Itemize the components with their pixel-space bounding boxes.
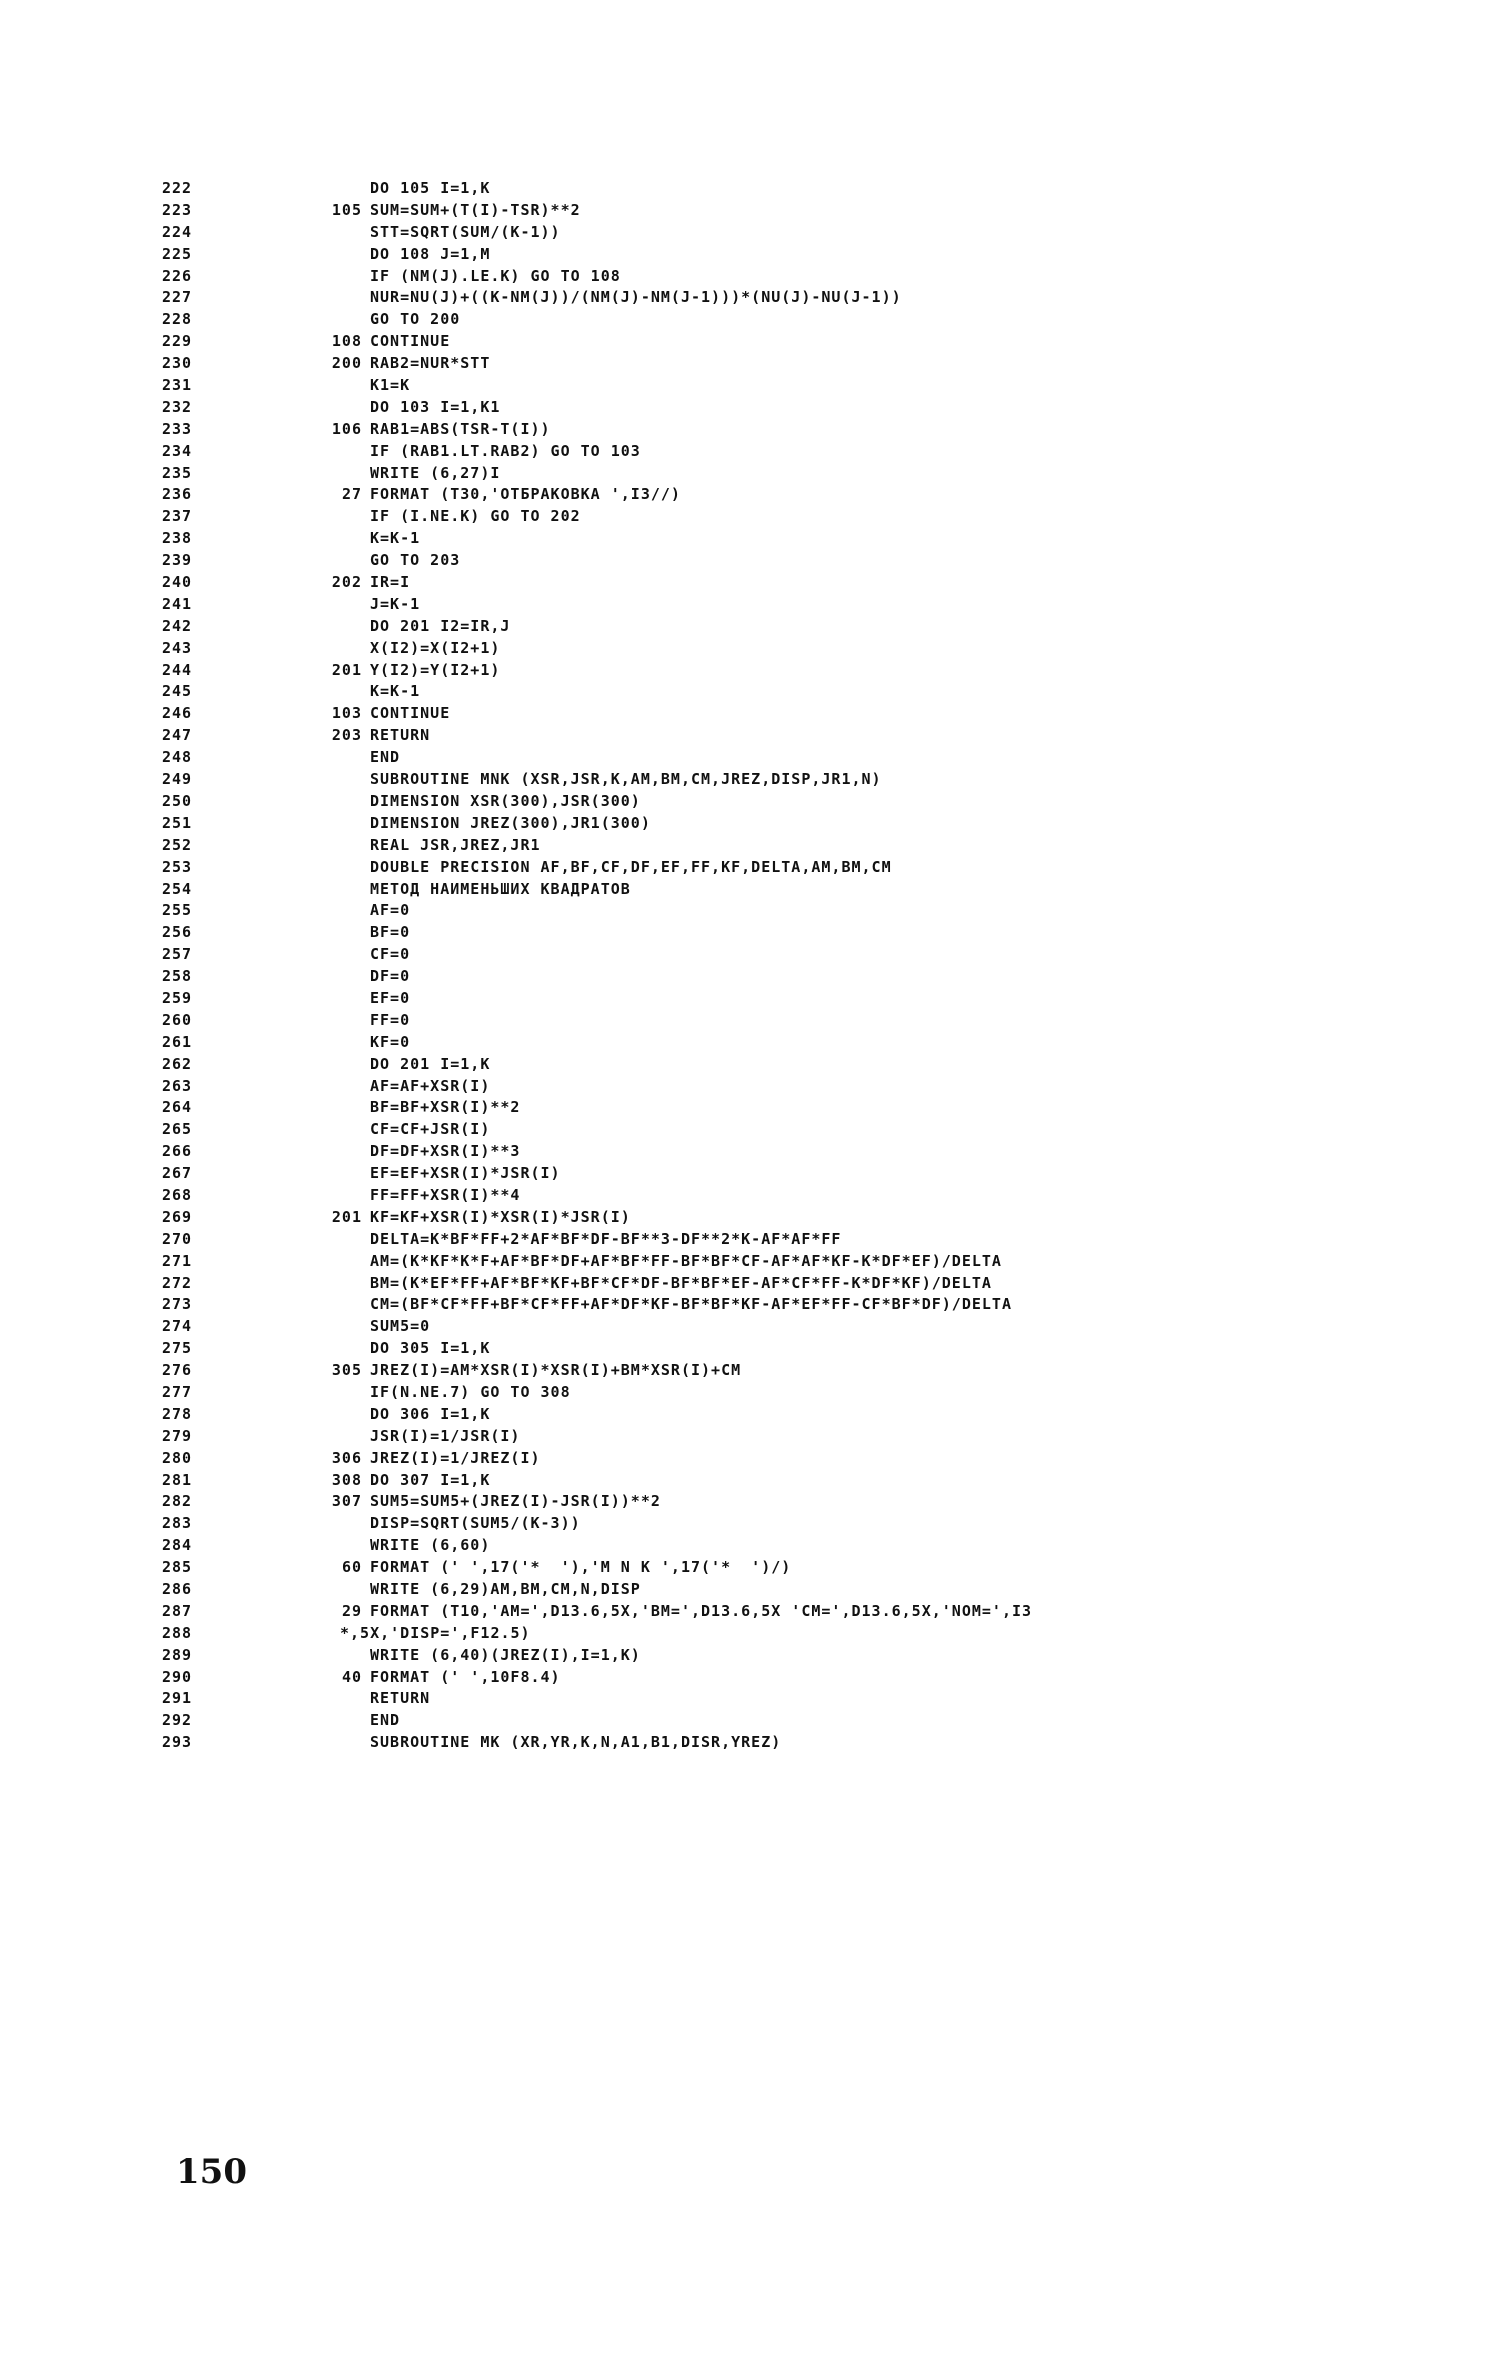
code-text: DOUBLE PRECISION AF,BF,CF,DF,EF,FF,KF,DELTA,AM,BM,CM bbox=[370, 857, 892, 876]
code-text: STT=SQRT(SUM/(K-1)) bbox=[370, 222, 561, 241]
code-text: CONTINUE bbox=[370, 332, 451, 351]
code-text: GO TO 200 bbox=[370, 310, 461, 329]
code-line bbox=[0, 616, 1500, 638]
line-number: 236 bbox=[162, 485, 193, 504]
code-text: IF(N.NE.7) GO TO 308 bbox=[370, 1382, 571, 1401]
line-number: 246 bbox=[162, 704, 193, 723]
statement-label: 29 bbox=[341, 1601, 362, 1620]
code-text: DO 307 I=1,K bbox=[370, 1470, 491, 1489]
code-text: SUM5=SUM5+(JREZ(I)-JSR(I))**2 bbox=[370, 1492, 661, 1511]
line-number: 239 bbox=[162, 551, 193, 570]
code-line bbox=[0, 484, 1500, 506]
code-text: SUM=SUM+(T(I)-TSR)**2 bbox=[370, 200, 581, 219]
code-line bbox=[0, 1470, 1500, 1492]
code-line bbox=[0, 1601, 1500, 1623]
line-number: 271 bbox=[162, 1251, 193, 1270]
code-line bbox=[0, 572, 1500, 594]
code-text: DF=0 bbox=[370, 967, 411, 986]
line-number: 232 bbox=[162, 397, 193, 416]
code-line bbox=[0, 747, 1500, 769]
code-text: WRITE (6,60) bbox=[370, 1536, 491, 1555]
code-line bbox=[0, 506, 1500, 528]
code-line bbox=[0, 1229, 1500, 1251]
line-number: 231 bbox=[162, 376, 193, 395]
code-line bbox=[0, 1688, 1500, 1710]
code-text: CONTINUE bbox=[370, 704, 451, 723]
code-line bbox=[0, 769, 1500, 791]
code-line bbox=[0, 1360, 1500, 1382]
line-number: 257 bbox=[162, 945, 193, 964]
code-text: FORMAT (' ',17('* '),'M N K ',17('* ')/) bbox=[370, 1558, 792, 1577]
statement-label: 60 bbox=[341, 1558, 362, 1577]
code-text: JSR(I)=1/JSR(I) bbox=[370, 1426, 521, 1445]
line-number: 222 bbox=[162, 179, 193, 197]
code-text: X(I2)=X(I2+1) bbox=[370, 638, 501, 657]
statement-label: 106 bbox=[331, 419, 362, 438]
line-number: 278 bbox=[162, 1404, 193, 1423]
code-text: CF=0 bbox=[370, 945, 411, 964]
code-line bbox=[0, 1076, 1500, 1098]
code-line bbox=[0, 419, 1500, 441]
line-number: 227 bbox=[162, 288, 193, 307]
code-line bbox=[0, 1579, 1500, 1601]
code-text: METOД HAИMEHЬШИX KBAДPATOB bbox=[370, 879, 631, 898]
code-text: DIMENSION JREZ(300),JR1(300) bbox=[370, 813, 651, 832]
statement-label: 203 bbox=[331, 726, 362, 745]
line-number: 258 bbox=[162, 967, 193, 986]
code-line bbox=[0, 1535, 1500, 1557]
line-number: 263 bbox=[162, 1076, 193, 1095]
code-text: *,5X,'DISP=',F12.5) bbox=[340, 1623, 531, 1642]
line-number: 259 bbox=[162, 988, 193, 1007]
code-text: DELTA=K*BF*FF+2*AF*BF*DF-BF**3-DF**2*K-AF*AF*FF bbox=[370, 1229, 842, 1248]
code-text: AM=(K*KF*K*F+AF*BF*DF+AF*BF*FF-BF*BF*CF-AF*AF*KF-K*DF*EF)/DELTA bbox=[370, 1251, 1002, 1270]
line-number: 283 bbox=[162, 1514, 193, 1533]
line-number: 277 bbox=[162, 1382, 193, 1401]
code-text: K=K-1 bbox=[370, 529, 421, 548]
code-text: NUR=NU(J)+((K-NM(J))/(NM(J)-NM(J-1)))*(NU(J)-NU(J-1)) bbox=[370, 288, 902, 307]
code-text: END bbox=[370, 1711, 401, 1730]
code-line bbox=[0, 1623, 1500, 1645]
line-number: 250 bbox=[162, 791, 193, 810]
statement-label: 202 bbox=[331, 573, 362, 592]
line-number: 228 bbox=[162, 310, 193, 329]
code-line bbox=[0, 353, 1500, 375]
code-text: WRITE (6,29)AM,BM,CM,N,DISP bbox=[370, 1580, 641, 1598]
statement-label: 306 bbox=[331, 1448, 362, 1467]
code-text: DO 103 I=1,K1 bbox=[370, 397, 501, 416]
page-number: 150 bbox=[176, 2152, 247, 2192]
line-number: 237 bbox=[162, 507, 193, 526]
code-listing bbox=[0, 178, 1500, 1754]
code-text: CM=(BF*CF*FF+BF*CF*FF+AF*DF*KF-BF*BF*KF-AF*EF*FF-CF*BF*DF)/DELTA bbox=[370, 1295, 1012, 1314]
code-line bbox=[0, 1316, 1500, 1338]
line-number: 275 bbox=[162, 1339, 193, 1358]
code-line bbox=[0, 287, 1500, 309]
line-number: 253 bbox=[162, 857, 193, 876]
code-line bbox=[0, 1710, 1500, 1732]
code-line bbox=[0, 900, 1500, 922]
line-number: 268 bbox=[162, 1185, 193, 1204]
code-text: BM=(K*EF*FF+AF*BF*KF+BF*CF*DF-BF*BF*EF-AF*CF*FF-K*DF*KF)/DELTA bbox=[370, 1273, 992, 1292]
code-text: AF=0 bbox=[370, 901, 411, 920]
code-line bbox=[0, 1426, 1500, 1448]
code-text: KF=0 bbox=[370, 1032, 411, 1051]
code-line bbox=[0, 1732, 1500, 1754]
line-number: 256 bbox=[162, 923, 193, 942]
code-line bbox=[0, 222, 1500, 244]
line-number: 285 bbox=[162, 1558, 193, 1577]
code-text: DO 105 I=1,K bbox=[370, 179, 491, 197]
line-number: 245 bbox=[162, 682, 193, 701]
line-number: 224 bbox=[162, 222, 193, 241]
line-number: 243 bbox=[162, 638, 193, 657]
line-number: 287 bbox=[162, 1601, 193, 1620]
code-line bbox=[0, 1163, 1500, 1185]
code-line bbox=[0, 813, 1500, 835]
code-line bbox=[0, 1119, 1500, 1141]
code-text: IF (NM(J).LE.K) GO TO 108 bbox=[370, 266, 621, 285]
code-line bbox=[0, 966, 1500, 988]
line-number: 288 bbox=[162, 1623, 193, 1642]
code-line bbox=[0, 309, 1500, 331]
code-line bbox=[0, 550, 1500, 572]
line-number: 286 bbox=[162, 1580, 193, 1598]
code-text: FORMAT (' ',10F8.4) bbox=[370, 1667, 561, 1686]
line-number: 284 bbox=[162, 1536, 193, 1555]
code-text: K=K-1 bbox=[370, 682, 421, 701]
code-text: IR=I bbox=[370, 573, 411, 592]
code-line bbox=[0, 791, 1500, 813]
code-text: DO 306 I=1,K bbox=[370, 1404, 491, 1423]
statement-label: 305 bbox=[331, 1361, 362, 1380]
statement-label: 307 bbox=[331, 1492, 362, 1511]
code-text: FF=FF+XSR(I)**4 bbox=[370, 1185, 521, 1204]
code-line bbox=[0, 1491, 1500, 1513]
line-number: 269 bbox=[162, 1207, 193, 1226]
statement-label: 40 bbox=[341, 1667, 362, 1686]
code-line bbox=[0, 1557, 1500, 1579]
line-number: 262 bbox=[162, 1054, 193, 1073]
statement-label: 27 bbox=[341, 485, 362, 504]
statement-label: 308 bbox=[331, 1470, 362, 1489]
code-text: AF=AF+XSR(I) bbox=[370, 1076, 491, 1095]
code-line bbox=[0, 944, 1500, 966]
line-number: 240 bbox=[162, 573, 193, 592]
line-number: 223 bbox=[162, 200, 193, 219]
line-number: 230 bbox=[162, 354, 193, 373]
code-line bbox=[0, 1097, 1500, 1119]
line-number: 238 bbox=[162, 529, 193, 548]
code-text: IF (I.NE.K) GO TO 202 bbox=[370, 507, 581, 526]
line-number: 260 bbox=[162, 1010, 193, 1029]
line-number: 226 bbox=[162, 266, 193, 285]
code-line bbox=[0, 594, 1500, 616]
code-text: EF=EF+XSR(I)*JSR(I) bbox=[370, 1164, 561, 1183]
line-number: 247 bbox=[162, 726, 193, 745]
code-line bbox=[0, 988, 1500, 1010]
line-number: 279 bbox=[162, 1426, 193, 1445]
code-text: DISP=SQRT(SUM5/(K-3)) bbox=[370, 1514, 581, 1533]
line-number: 255 bbox=[162, 901, 193, 920]
code-line bbox=[0, 1667, 1500, 1689]
line-number: 273 bbox=[162, 1295, 193, 1314]
code-text: WRITE (6,40)(JREZ(I),I=1,K) bbox=[370, 1645, 641, 1664]
code-line bbox=[0, 178, 1500, 200]
code-text: RETURN bbox=[370, 726, 431, 745]
code-line bbox=[0, 441, 1500, 463]
code-line bbox=[0, 1207, 1500, 1229]
code-line bbox=[0, 703, 1500, 725]
code-line bbox=[0, 1294, 1500, 1316]
code-line bbox=[0, 660, 1500, 682]
code-line bbox=[0, 200, 1500, 222]
code-text: DO 201 I2=IR,J bbox=[370, 616, 511, 635]
code-line bbox=[0, 1645, 1500, 1667]
statement-label: 105 bbox=[331, 200, 362, 219]
line-number: 241 bbox=[162, 594, 193, 613]
line-number: 249 bbox=[162, 770, 193, 789]
line-number: 235 bbox=[162, 463, 193, 482]
code-text: FORMAT (T10,'AM=',D13.6,5X,'BM=',D13.6,5X 'CM=',D13.6,5X,'NOM=',I3 bbox=[370, 1601, 1033, 1620]
code-text: SUBROUTINE MK (XR,YR,K,N,A1,B1,DISR,YREZ) bbox=[370, 1733, 782, 1752]
code-line bbox=[0, 266, 1500, 288]
code-text: JREZ(I)=AM*XSR(I)*XSR(I)+BM*XSR(I)+CM bbox=[370, 1361, 742, 1380]
code-line bbox=[0, 1338, 1500, 1360]
code-line bbox=[0, 1273, 1500, 1295]
code-text: JREZ(I)=1/JREZ(I) bbox=[370, 1448, 541, 1467]
code-line bbox=[0, 1251, 1500, 1273]
line-number: 233 bbox=[162, 419, 193, 438]
code-text: WRITE (6,27)I bbox=[370, 463, 501, 482]
code-line bbox=[0, 1010, 1500, 1032]
code-line bbox=[0, 1448, 1500, 1470]
code-text: FORMAT (T30,'OTБPAKOBKA ',I3//) bbox=[370, 485, 681, 504]
code-text: DO 201 I=1,K bbox=[370, 1054, 491, 1073]
code-text: END bbox=[370, 748, 401, 767]
line-number: 276 bbox=[162, 1361, 193, 1380]
code-text: BF=BF+XSR(I)**2 bbox=[370, 1098, 521, 1117]
line-number: 274 bbox=[162, 1317, 193, 1336]
line-number: 244 bbox=[162, 660, 193, 679]
line-number: 261 bbox=[162, 1032, 193, 1051]
line-number: 266 bbox=[162, 1142, 193, 1161]
code-text: EF=0 bbox=[370, 988, 411, 1007]
code-line bbox=[0, 397, 1500, 419]
code-text: BF=0 bbox=[370, 923, 411, 942]
code-text: GO TO 203 bbox=[370, 551, 461, 570]
line-number: 225 bbox=[162, 244, 193, 263]
line-number: 254 bbox=[162, 879, 193, 898]
code-text: RAB1=ABS(TSR-T(I)) bbox=[370, 419, 551, 438]
code-line bbox=[0, 331, 1500, 353]
code-line bbox=[0, 835, 1500, 857]
code-line bbox=[0, 244, 1500, 266]
code-line bbox=[0, 1404, 1500, 1426]
code-line bbox=[0, 1032, 1500, 1054]
code-text: DO 108 J=1,M bbox=[370, 244, 491, 263]
code-line bbox=[0, 1054, 1500, 1076]
statement-label: 200 bbox=[331, 354, 362, 373]
line-number: 272 bbox=[162, 1273, 193, 1292]
code-line bbox=[0, 922, 1500, 944]
line-number: 251 bbox=[162, 813, 193, 832]
line-number: 281 bbox=[162, 1470, 193, 1489]
line-number: 265 bbox=[162, 1120, 193, 1139]
code-text: REAL JSR,JREZ,JR1 bbox=[370, 835, 541, 854]
code-line bbox=[0, 1185, 1500, 1207]
statement-label: 201 bbox=[331, 660, 362, 679]
code-text: FF=0 bbox=[370, 1010, 411, 1029]
code-text: Y(I2)=Y(I2+1) bbox=[370, 660, 501, 679]
line-number: 267 bbox=[162, 1164, 193, 1183]
code-line bbox=[0, 857, 1500, 879]
line-number: 293 bbox=[162, 1733, 193, 1752]
line-number: 264 bbox=[162, 1098, 193, 1117]
code-text: DO 305 I=1,K bbox=[370, 1339, 491, 1358]
code-text: SUBROUTINE MNK (XSR,JSR,K,AM,BM,CM,JREZ,DISP,JR1,N) bbox=[370, 770, 882, 789]
code-line bbox=[0, 681, 1500, 703]
code-line bbox=[0, 638, 1500, 660]
code-text: DF=DF+XSR(I)**3 bbox=[370, 1142, 521, 1161]
code-line bbox=[0, 463, 1500, 485]
code-line bbox=[0, 1382, 1500, 1404]
code-text: RETURN bbox=[370, 1689, 431, 1708]
statement-label: 201 bbox=[331, 1207, 362, 1226]
code-text: RAB2=NUR*STT bbox=[370, 354, 491, 373]
line-number: 248 bbox=[162, 748, 193, 767]
code-line bbox=[0, 1141, 1500, 1163]
code-line bbox=[0, 528, 1500, 550]
line-number: 291 bbox=[162, 1689, 193, 1708]
line-number: 282 bbox=[162, 1492, 193, 1511]
code-text: DIMENSION XSR(300),JSR(300) bbox=[370, 791, 641, 810]
code-text: K1=K bbox=[370, 376, 411, 395]
code-line bbox=[0, 375, 1500, 397]
line-number: 229 bbox=[162, 332, 193, 351]
line-number: 270 bbox=[162, 1229, 193, 1248]
line-number: 234 bbox=[162, 441, 193, 460]
line-number: 290 bbox=[162, 1667, 193, 1686]
code-line bbox=[0, 725, 1500, 747]
code-text: SUM5=0 bbox=[370, 1317, 431, 1336]
line-number: 252 bbox=[162, 835, 193, 854]
code-text: CF=CF+JSR(I) bbox=[370, 1120, 491, 1139]
statement-label: 108 bbox=[331, 332, 362, 351]
line-number: 242 bbox=[162, 616, 193, 635]
code-text: KF=KF+XSR(I)*XSR(I)*JSR(I) bbox=[370, 1207, 631, 1226]
code-text: J=K-1 bbox=[370, 594, 421, 613]
line-number: 289 bbox=[162, 1645, 193, 1664]
line-number: 292 bbox=[162, 1711, 193, 1730]
statement-label: 103 bbox=[331, 704, 362, 723]
code-line bbox=[0, 879, 1500, 901]
line-number: 280 bbox=[162, 1448, 193, 1467]
code-text: IF (RAB1.LT.RAB2) GO TO 103 bbox=[370, 441, 641, 460]
code-line bbox=[0, 1513, 1500, 1535]
